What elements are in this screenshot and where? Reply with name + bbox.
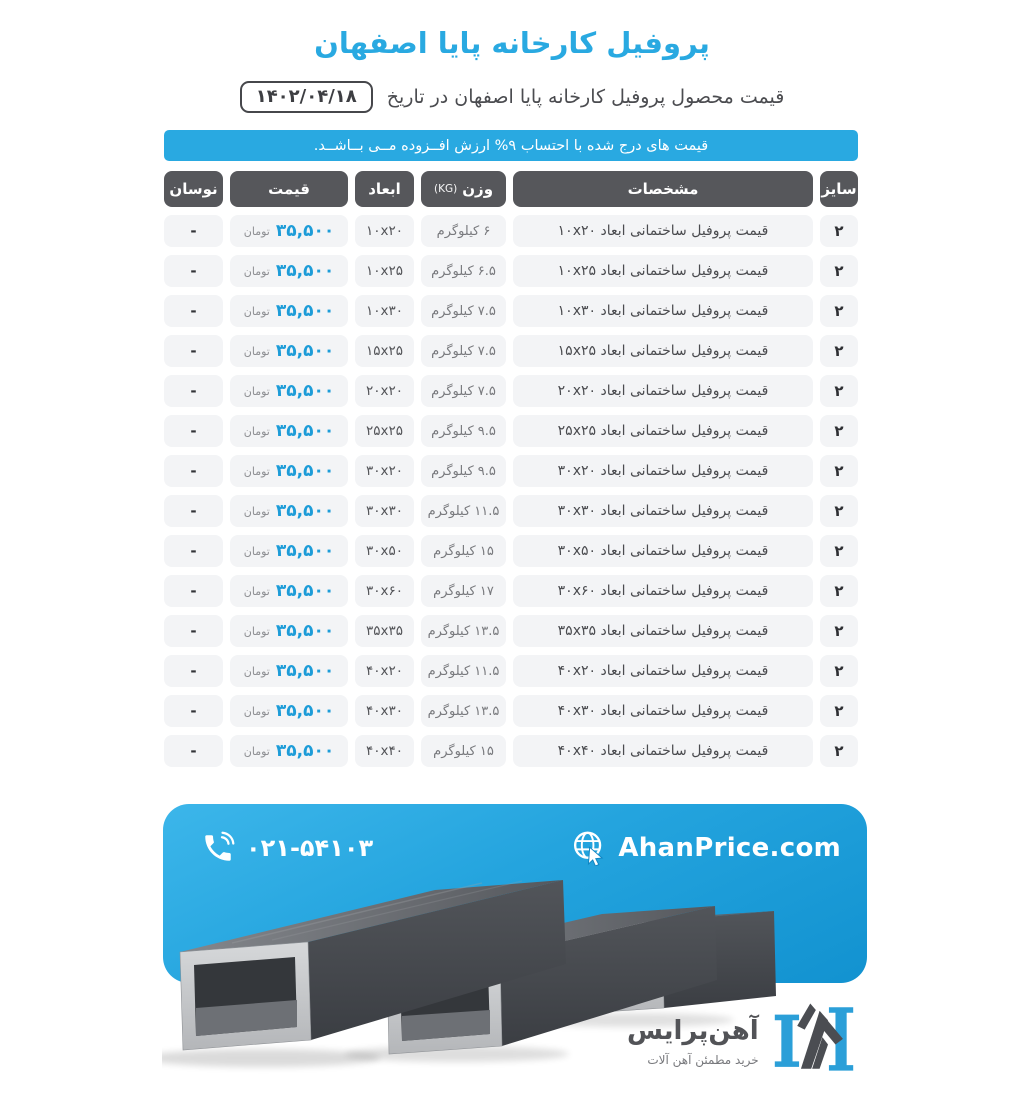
cell-weight: ۱۱.۵ کیلوگرم [421,495,506,527]
cell-size: ۲ [820,455,858,487]
cell-spec: قیمت پروفیل ساختمانی ابعاد ۴۰x۲۰ [513,655,813,687]
price-value: ۳۵,۵۰۰ [275,741,335,761]
footer-contact-row [163,804,867,866]
website-url: AhanPrice.com [618,833,841,863]
website-link[interactable] [571,830,841,866]
cell-spec: قیمت پروفیل ساختمانی ابعاد ۴۰x۴۰ [513,735,813,767]
table-row [164,695,858,727]
price-value: ۳۵,۵۰۰ [275,261,335,281]
table-row [164,215,858,247]
cell-weight: ۷.۵ کیلوگرم [421,335,506,367]
cell-size: ۲ [820,575,858,607]
cell-spec: قیمت پروفیل ساختمانی ابعاد ۲۵x۲۵ [513,415,813,447]
header-weight-unit: (KG) [434,183,458,195]
price-currency: تومان [243,744,270,758]
subtitle-row [0,81,1024,113]
cell-weight: ۷.۵ کیلوگرم [421,375,506,407]
cell-size: ۲ [820,375,858,407]
cell-dims: ۳۰x۶۰ [355,575,414,607]
cell-size: ۲ [820,535,858,567]
price-value: ۳۵,۵۰۰ [275,341,335,361]
cell-dims: ۱۵x۲۵ [355,335,414,367]
cell-spec: قیمت پروفیل ساختمانی ابعاد ۳۰x۲۰ [513,455,813,487]
cell-size: ۲ [820,615,858,647]
cell-spec: قیمت پروفیل ساختمانی ابعاد ۱۵x۲۵ [513,335,813,367]
cell-weight: ۶.۵ کیلوگرم [421,255,506,287]
cell-weight: ۱۵ کیلوگرم [421,735,506,767]
cell-fluctuation: - [164,655,223,687]
cell-fluctuation: - [164,615,223,647]
table-row [164,495,858,527]
cell-fluctuation: - [164,215,223,247]
price-currency: تومان [243,584,270,598]
cell-weight: ۱۱.۵ کیلوگرم [421,655,506,687]
table-row [164,255,858,287]
price-value: ۳۵,۵۰۰ [275,381,335,401]
table-row [164,575,858,607]
cell-fluctuation: - [164,535,223,567]
cell-price [230,335,348,367]
cell-size: ۲ [820,735,858,767]
globe-cursor-icon [571,830,607,866]
table-row [164,655,858,687]
cell-spec: قیمت پروفیل ساختمانی ابعاد ۴۰x۳۰ [513,695,813,727]
cell-fluctuation: - [164,455,223,487]
price-currency: تومان [243,304,270,318]
cell-dims: ۳۵x۳۵ [355,615,414,647]
phone-link[interactable] [201,831,373,865]
table-row [164,335,858,367]
header-weight-label: وزن [462,180,494,198]
price-value: ۳۵,۵۰۰ [275,621,335,641]
cell-weight: ۱۳.۵ کیلوگرم [421,695,506,727]
cell-size: ۲ [820,415,858,447]
price-currency: تومان [243,224,270,238]
price-currency: تومان [243,704,270,718]
cell-size: ۲ [820,335,858,367]
cell-spec: قیمت پروفیل ساختمانی ابعاد ۳۰x۵۰ [513,535,813,567]
price-value: ۳۵,۵۰۰ [275,421,335,441]
price-currency: تومان [243,384,270,398]
cell-fluctuation: - [164,335,223,367]
brand-logo [627,996,860,1080]
cell-price [230,415,348,447]
phone-icon [201,831,235,865]
table-row [164,295,858,327]
cell-price [230,575,348,607]
cell-dims: ۱۰x۲۵ [355,255,414,287]
price-currency: تومان [243,664,270,678]
price-value: ۳۵,۵۰۰ [275,661,335,681]
cell-weight: ۶ کیلوگرم [421,215,506,247]
cell-dims: ۴۰x۴۰ [355,735,414,767]
cell-spec: قیمت پروفیل ساختمانی ابعاد ۳۰x۶۰ [513,575,813,607]
cell-dims: ۱۰x۳۰ [355,295,414,327]
date-badge: ۱۴۰۲/۰۴/۱۸ [240,81,373,113]
price-value: ۳۵,۵۰۰ [275,461,335,481]
cell-dims: ۱۰x۲۰ [355,215,414,247]
price-currency: تومان [243,464,270,478]
cell-price [230,695,348,727]
price-table [164,171,858,775]
cell-fluctuation: - [164,575,223,607]
cell-spec: قیمت پروفیل ساختمانی ابعاد ۱۰x۳۰ [513,295,813,327]
table-row [164,735,858,767]
cell-size: ۲ [820,655,858,687]
cell-fluctuation: - [164,495,223,527]
cell-spec: قیمت پروفیل ساختمانی ابعاد ۳۵x۳۵ [513,615,813,647]
cell-price [230,295,348,327]
cell-dims: ۳۰x۲۰ [355,455,414,487]
cell-spec: قیمت پروفیل ساختمانی ابعاد ۱۰x۲۰ [513,215,813,247]
header-spec: مشخصات [513,171,813,207]
header-size: سایز [820,171,858,207]
cell-weight: ۱۷ کیلوگرم [421,575,506,607]
cell-price [230,655,348,687]
table-row [164,375,858,407]
table-row [164,455,858,487]
cell-dims: ۳۰x۵۰ [355,535,414,567]
table-header-row [164,171,858,207]
brand-tagline: خرید مطمئن آهن آلات [647,1053,759,1067]
table-row [164,615,858,647]
cell-dims: ۲۵x۲۵ [355,415,414,447]
table-row [164,415,858,447]
cell-price [230,375,348,407]
cell-fluctuation: - [164,255,223,287]
cell-dims: ۴۰x۳۰ [355,695,414,727]
cell-fluctuation: - [164,375,223,407]
header-fluctuation: نوسان [164,171,223,207]
cell-fluctuation: - [164,295,223,327]
price-currency: تومان [243,344,270,358]
price-value: ۳۵,۵۰۰ [275,541,335,561]
brand-mark-icon [768,996,860,1080]
header-dims: ابعاد [355,171,414,207]
cell-weight: ۱۵ کیلوگرم [421,535,506,567]
cell-weight: ۱۳.۵ کیلوگرم [421,615,506,647]
cell-size: ۲ [820,495,858,527]
vat-notice-banner: قیمت های درج شده با احتساب ۹% ارزش افــزوده مــی بــاشــد. [164,130,858,161]
price-value: ۳۵,۵۰۰ [275,301,335,321]
cell-fluctuation: - [164,415,223,447]
cell-size: ۲ [820,215,858,247]
header-weight [421,171,506,207]
cell-fluctuation: - [164,735,223,767]
cell-price [230,455,348,487]
cell-fluctuation: - [164,695,223,727]
cell-spec: قیمت پروفیل ساختمانی ابعاد ۳۰x۳۰ [513,495,813,527]
price-currency: تومان [243,544,270,558]
price-value: ۳۵,۵۰۰ [275,701,335,721]
price-value: ۳۵,۵۰۰ [275,501,335,521]
price-value: ۳۵,۵۰۰ [275,581,335,601]
price-currency: تومان [243,504,270,518]
price-currency: تومان [243,264,270,278]
page-title: پروفیل کارخانه پایا اصفهان [314,26,710,60]
cell-price [230,255,348,287]
price-currency: تومان [243,624,270,638]
cell-price [230,615,348,647]
cell-dims: ۴۰x۲۰ [355,655,414,687]
cell-weight: ۷.۵ کیلوگرم [421,295,506,327]
header-price: قیمت [230,171,348,207]
price-currency: تومان [243,424,270,438]
phone-number: ۰۲۱-۵۴۱۰۳ [246,834,374,862]
cell-size: ۲ [820,255,858,287]
cell-price [230,735,348,767]
cell-weight: ۹.۵ کیلوگرم [421,455,506,487]
price-table-body [164,215,858,767]
cell-size: ۲ [820,295,858,327]
subtitle-text: قیمت محصول پروفیل کارخانه پایا اصفهان در تاریخ [386,86,785,108]
cell-spec: قیمت پروفیل ساختمانی ابعاد ۲۰x۲۰ [513,375,813,407]
cell-weight: ۹.۵ کیلوگرم [421,415,506,447]
cell-price [230,495,348,527]
brand-text [627,996,759,1067]
cell-dims: ۳۰x۳۰ [355,495,414,527]
price-value: ۳۵,۵۰۰ [275,221,335,241]
cell-spec: قیمت پروفیل ساختمانی ابعاد ۱۰x۲۵ [513,255,813,287]
cell-dims: ۲۰x۲۰ [355,375,414,407]
table-row [164,535,858,567]
cell-price [230,535,348,567]
cell-size: ۲ [820,695,858,727]
brand-title: آهن‌پرایس [627,1016,759,1046]
cell-price [230,215,348,247]
